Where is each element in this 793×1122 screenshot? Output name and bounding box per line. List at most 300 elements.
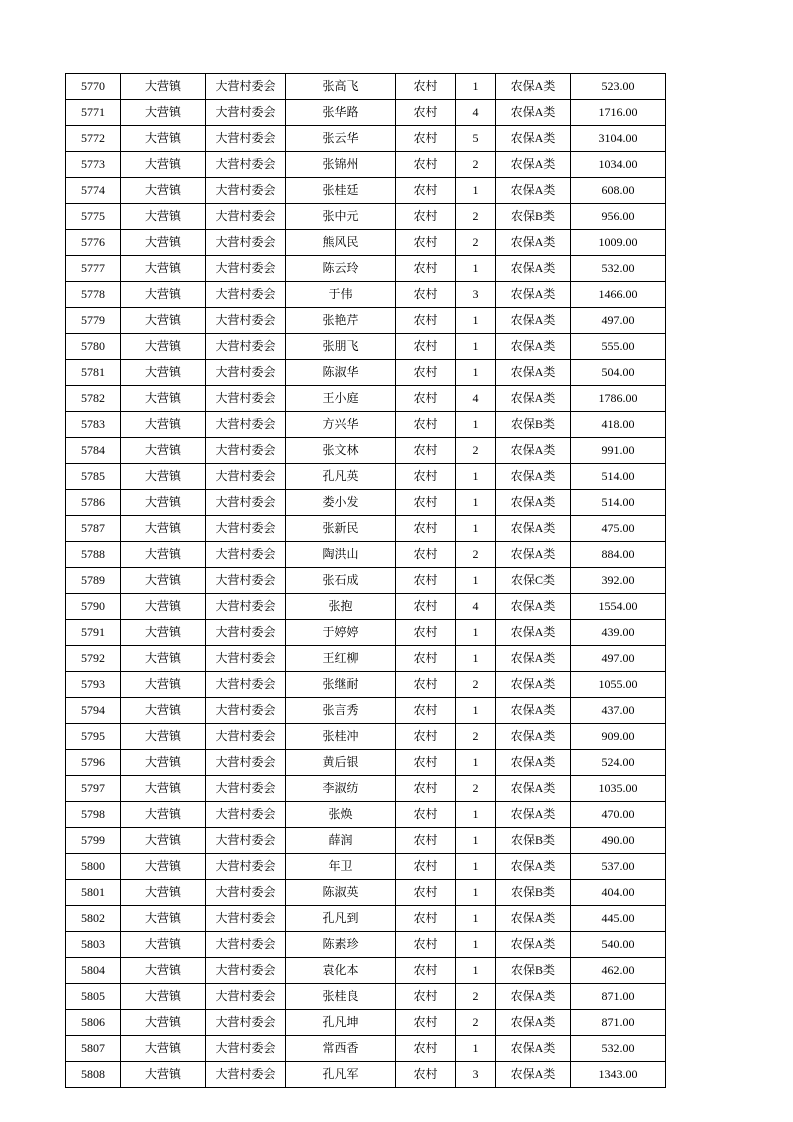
person-name-cell: 袁化本 [286,958,396,984]
person-count-cell: 1 [456,334,496,360]
serial-cell: 5775 [66,204,121,230]
table-row [66,1062,666,1088]
village-committee-cell: 大营村委会 [206,854,286,880]
amount-cell: 392.00 [571,568,666,594]
category-cell: 农村 [396,698,456,724]
insurance-type-cell: 农保A类 [496,152,571,178]
serial-cell: 5788 [66,542,121,568]
table-row [66,698,666,724]
insurance-type-cell: 农保B类 [496,958,571,984]
table-row [66,74,666,100]
insurance-type-cell: 农保A类 [496,802,571,828]
category-cell: 农村 [396,308,456,334]
amount-cell: 537.00 [571,854,666,880]
category-cell: 农村 [396,152,456,178]
village-committee-cell: 大营村委会 [206,984,286,1010]
serial-cell: 5785 [66,464,121,490]
serial-cell: 5772 [66,126,121,152]
table-row [66,308,666,334]
village-committee-cell: 大营村委会 [206,438,286,464]
category-cell: 农村 [396,620,456,646]
category-cell: 农村 [396,360,456,386]
village-committee-cell: 大营村委会 [206,620,286,646]
insurance-type-cell: 农保A类 [496,594,571,620]
serial-cell: 5800 [66,854,121,880]
table-row [66,412,666,438]
amount-cell: 884.00 [571,542,666,568]
insurance-type-cell: 农保A类 [496,776,571,802]
serial-cell: 5780 [66,334,121,360]
person-count-cell: 1 [456,256,496,282]
person-name-cell: 张桂良 [286,984,396,1010]
category-cell: 农村 [396,516,456,542]
serial-cell: 5789 [66,568,121,594]
person-name-cell: 孔凡军 [286,1062,396,1088]
serial-cell: 5799 [66,828,121,854]
town-cell: 大营镇 [121,386,206,412]
village-committee-cell: 大营村委会 [206,724,286,750]
serial-cell: 5777 [66,256,121,282]
village-committee-cell: 大营村委会 [206,464,286,490]
person-name-cell: 张文林 [286,438,396,464]
category-cell: 农村 [396,464,456,490]
serial-cell: 5807 [66,1036,121,1062]
table-row [66,880,666,906]
insurance-type-cell: 农保A类 [496,438,571,464]
amount-cell: 470.00 [571,802,666,828]
person-name-cell: 张锦州 [286,152,396,178]
village-committee-cell: 大营村委会 [206,178,286,204]
village-committee-cell: 大营村委会 [206,828,286,854]
serial-cell: 5779 [66,308,121,334]
person-count-cell: 2 [456,230,496,256]
table-row [66,802,666,828]
village-committee-cell: 大营村委会 [206,776,286,802]
town-cell: 大营镇 [121,750,206,776]
serial-cell: 5774 [66,178,121,204]
person-name-cell: 陈淑华 [286,360,396,386]
person-name-cell: 张言秀 [286,698,396,724]
person-count-cell: 2 [456,672,496,698]
insurance-type-cell: 农保A类 [496,100,571,126]
village-committee-cell: 大营村委会 [206,568,286,594]
serial-cell: 5791 [66,620,121,646]
person-name-cell: 陈淑英 [286,880,396,906]
amount-cell: 418.00 [571,412,666,438]
insurance-type-cell: 农保A类 [496,282,571,308]
town-cell: 大营镇 [121,724,206,750]
village-committee-cell: 大营村委会 [206,698,286,724]
category-cell: 农村 [396,646,456,672]
person-name-cell: 张桂廷 [286,178,396,204]
person-count-cell: 1 [456,568,496,594]
insurance-type-cell: 农保A类 [496,516,571,542]
table-row [66,724,666,750]
person-count-cell: 1 [456,1036,496,1062]
table-row [66,282,666,308]
person-name-cell: 黄后银 [286,750,396,776]
amount-cell: 1716.00 [571,100,666,126]
person-count-cell: 1 [456,490,496,516]
serial-cell: 5781 [66,360,121,386]
person-count-cell: 1 [456,698,496,724]
serial-cell: 5786 [66,490,121,516]
category-cell: 农村 [396,672,456,698]
serial-cell: 5773 [66,152,121,178]
serial-cell: 5808 [66,1062,121,1088]
town-cell: 大营镇 [121,984,206,1010]
insurance-type-cell: 农保A类 [496,256,571,282]
category-cell: 农村 [396,750,456,776]
insurance-type-cell: 农保A类 [496,74,571,100]
person-name-cell: 李淑纺 [286,776,396,802]
person-name-cell: 陈云玲 [286,256,396,282]
serial-cell: 5805 [66,984,121,1010]
table-row [66,204,666,230]
amount-cell: 497.00 [571,646,666,672]
person-name-cell: 年卫 [286,854,396,880]
serial-cell: 5806 [66,1010,121,1036]
category-cell: 农村 [396,724,456,750]
person-count-cell: 1 [456,308,496,334]
person-count-cell: 2 [456,724,496,750]
town-cell: 大营镇 [121,620,206,646]
amount-cell: 490.00 [571,828,666,854]
category-cell: 农村 [396,74,456,100]
village-committee-cell: 大营村委会 [206,1036,286,1062]
town-cell: 大营镇 [121,230,206,256]
insurance-type-cell: 农保A类 [496,126,571,152]
village-committee-cell: 大营村委会 [206,750,286,776]
table-row [66,126,666,152]
amount-cell: 1554.00 [571,594,666,620]
amount-cell: 404.00 [571,880,666,906]
insurance-type-cell: 农保C类 [496,568,571,594]
village-committee-cell: 大营村委会 [206,230,286,256]
serial-cell: 5790 [66,594,121,620]
table-row [66,542,666,568]
category-cell: 农村 [396,490,456,516]
amount-cell: 871.00 [571,984,666,1010]
village-committee-cell: 大营村委会 [206,958,286,984]
amount-cell: 532.00 [571,256,666,282]
village-committee-cell: 大营村委会 [206,334,286,360]
table-row [66,1036,666,1062]
category-cell: 农村 [396,568,456,594]
town-cell: 大营镇 [121,854,206,880]
person-count-cell: 3 [456,282,496,308]
insurance-type-cell: 农保A类 [496,724,571,750]
person-count-cell: 1 [456,178,496,204]
town-cell: 大营镇 [121,412,206,438]
category-cell: 农村 [396,932,456,958]
person-count-cell: 1 [456,464,496,490]
town-cell: 大营镇 [121,308,206,334]
records-table [65,73,666,1088]
town-cell: 大营镇 [121,1062,206,1088]
amount-cell: 504.00 [571,360,666,386]
insurance-type-cell: 农保A类 [496,984,571,1010]
person-count-cell: 4 [456,386,496,412]
village-committee-cell: 大营村委会 [206,256,286,282]
amount-cell: 514.00 [571,464,666,490]
village-committee-cell: 大营村委会 [206,646,286,672]
village-committee-cell: 大营村委会 [206,360,286,386]
amount-cell: 871.00 [571,1010,666,1036]
town-cell: 大营镇 [121,828,206,854]
amount-cell: 1034.00 [571,152,666,178]
category-cell: 农村 [396,256,456,282]
serial-cell: 5795 [66,724,121,750]
insurance-type-cell: 农保A类 [496,334,571,360]
village-committee-cell: 大营村委会 [206,100,286,126]
village-committee-cell: 大营村委会 [206,1062,286,1088]
town-cell: 大营镇 [121,126,206,152]
person-name-cell: 张石成 [286,568,396,594]
town-cell: 大营镇 [121,100,206,126]
town-cell: 大营镇 [121,438,206,464]
category-cell: 农村 [396,1036,456,1062]
person-name-cell: 孔凡坤 [286,1010,396,1036]
category-cell: 农村 [396,984,456,1010]
town-cell: 大营镇 [121,516,206,542]
person-name-cell: 王红柳 [286,646,396,672]
village-committee-cell: 大营村委会 [206,490,286,516]
serial-cell: 5782 [66,386,121,412]
person-count-cell: 1 [456,646,496,672]
insurance-type-cell: 农保A类 [496,906,571,932]
person-count-cell: 1 [456,412,496,438]
person-count-cell: 1 [456,854,496,880]
category-cell: 农村 [396,126,456,152]
insurance-type-cell: 农保A类 [496,698,571,724]
town-cell: 大营镇 [121,646,206,672]
village-committee-cell: 大营村委会 [206,672,286,698]
category-cell: 农村 [396,386,456,412]
table-row [66,620,666,646]
category-cell: 农村 [396,282,456,308]
village-committee-cell: 大营村委会 [206,906,286,932]
person-count-cell: 2 [456,984,496,1010]
amount-cell: 462.00 [571,958,666,984]
amount-cell: 523.00 [571,74,666,100]
amount-cell: 1055.00 [571,672,666,698]
town-cell: 大营镇 [121,464,206,490]
person-count-cell: 2 [456,204,496,230]
category-cell: 农村 [396,906,456,932]
town-cell: 大营镇 [121,152,206,178]
person-name-cell: 陶洪山 [286,542,396,568]
insurance-type-cell: 农保A类 [496,1010,571,1036]
amount-cell: 608.00 [571,178,666,204]
village-committee-cell: 大营村委会 [206,1010,286,1036]
category-cell: 农村 [396,438,456,464]
village-committee-cell: 大营村委会 [206,802,286,828]
insurance-type-cell: 农保A类 [496,672,571,698]
village-committee-cell: 大营村委会 [206,542,286,568]
serial-cell: 5776 [66,230,121,256]
amount-cell: 514.00 [571,490,666,516]
table-row [66,464,666,490]
person-name-cell: 张华路 [286,100,396,126]
person-name-cell: 孔凡英 [286,464,396,490]
category-cell: 农村 [396,958,456,984]
category-cell: 农村 [396,776,456,802]
person-name-cell: 陈素珍 [286,932,396,958]
person-name-cell: 张云华 [286,126,396,152]
insurance-type-cell: 农保B类 [496,412,571,438]
serial-cell: 5787 [66,516,121,542]
table-row [66,230,666,256]
person-count-cell: 1 [456,880,496,906]
table-row [66,100,666,126]
town-cell: 大营镇 [121,256,206,282]
table-row [66,932,666,958]
category-cell: 农村 [396,1062,456,1088]
amount-cell: 445.00 [571,906,666,932]
person-count-cell: 1 [456,828,496,854]
serial-cell: 5770 [66,74,121,100]
category-cell: 农村 [396,178,456,204]
serial-cell: 5797 [66,776,121,802]
category-cell: 农村 [396,230,456,256]
insurance-type-cell: 农保A类 [496,932,571,958]
serial-cell: 5804 [66,958,121,984]
person-name-cell: 张中元 [286,204,396,230]
table-row [66,984,666,1010]
amount-cell: 991.00 [571,438,666,464]
village-committee-cell: 大营村委会 [206,282,286,308]
table-row [66,828,666,854]
table-row [66,750,666,776]
town-cell: 大营镇 [121,906,206,932]
serial-cell: 5784 [66,438,121,464]
town-cell: 大营镇 [121,490,206,516]
person-count-cell: 4 [456,100,496,126]
person-count-cell: 1 [456,750,496,776]
town-cell: 大营镇 [121,958,206,984]
insurance-type-cell: 农保B类 [496,828,571,854]
town-cell: 大营镇 [121,698,206,724]
village-committee-cell: 大营村委会 [206,204,286,230]
amount-cell: 532.00 [571,1036,666,1062]
town-cell: 大营镇 [121,880,206,906]
amount-cell: 439.00 [571,620,666,646]
category-cell: 农村 [396,594,456,620]
person-name-cell: 薛润 [286,828,396,854]
insurance-type-cell: 农保A类 [496,360,571,386]
village-committee-cell: 大营村委会 [206,152,286,178]
person-name-cell: 张抱 [286,594,396,620]
amount-cell: 540.00 [571,932,666,958]
serial-cell: 5783 [66,412,121,438]
town-cell: 大营镇 [121,1036,206,1062]
category-cell: 农村 [396,100,456,126]
category-cell: 农村 [396,1010,456,1036]
person-name-cell: 张新民 [286,516,396,542]
town-cell: 大营镇 [121,204,206,230]
insurance-type-cell: 农保B类 [496,880,571,906]
category-cell: 农村 [396,412,456,438]
records-table-body [66,74,666,1088]
table-row [66,906,666,932]
table-row [66,958,666,984]
person-count-cell: 4 [456,594,496,620]
person-count-cell: 2 [456,152,496,178]
table-row [66,438,666,464]
amount-cell: 1035.00 [571,776,666,802]
town-cell: 大营镇 [121,178,206,204]
person-name-cell: 于婷婷 [286,620,396,646]
person-name-cell: 张继耐 [286,672,396,698]
person-count-cell: 1 [456,906,496,932]
person-name-cell: 常西香 [286,1036,396,1062]
amount-cell: 1009.00 [571,230,666,256]
town-cell: 大营镇 [121,334,206,360]
town-cell: 大营镇 [121,802,206,828]
amount-cell: 1343.00 [571,1062,666,1088]
village-committee-cell: 大营村委会 [206,308,286,334]
insurance-type-cell: 农保A类 [496,542,571,568]
town-cell: 大营镇 [121,74,206,100]
serial-cell: 5778 [66,282,121,308]
table-row [66,646,666,672]
category-cell: 农村 [396,542,456,568]
serial-cell: 5802 [66,906,121,932]
serial-cell: 5793 [66,672,121,698]
town-cell: 大营镇 [121,360,206,386]
person-count-cell: 5 [456,126,496,152]
person-name-cell: 张高飞 [286,74,396,100]
person-count-cell: 1 [456,932,496,958]
town-cell: 大营镇 [121,1010,206,1036]
category-cell: 农村 [396,204,456,230]
serial-cell: 5792 [66,646,121,672]
person-name-cell: 熊风民 [286,230,396,256]
town-cell: 大营镇 [121,568,206,594]
amount-cell: 909.00 [571,724,666,750]
table-row [66,516,666,542]
amount-cell: 475.00 [571,516,666,542]
insurance-type-cell: 农保A类 [496,386,571,412]
person-count-cell: 1 [456,958,496,984]
town-cell: 大营镇 [121,542,206,568]
serial-cell: 5801 [66,880,121,906]
table-row [66,256,666,282]
insurance-type-cell: 农保A类 [496,308,571,334]
category-cell: 农村 [396,854,456,880]
person-name-cell: 王小庭 [286,386,396,412]
person-name-cell: 于伟 [286,282,396,308]
person-count-cell: 1 [456,360,496,386]
table-row [66,152,666,178]
table-row [66,334,666,360]
village-committee-cell: 大营村委会 [206,386,286,412]
insurance-type-cell: 农保B类 [496,204,571,230]
town-cell: 大营镇 [121,776,206,802]
insurance-type-cell: 农保A类 [496,1036,571,1062]
table-row [66,854,666,880]
person-name-cell: 张艳芹 [286,308,396,334]
person-name-cell: 张焕 [286,802,396,828]
serial-cell: 5798 [66,802,121,828]
amount-cell: 1786.00 [571,386,666,412]
serial-cell: 5794 [66,698,121,724]
amount-cell: 555.00 [571,334,666,360]
person-count-cell: 2 [456,1010,496,1036]
table-row [66,178,666,204]
table-row [66,386,666,412]
